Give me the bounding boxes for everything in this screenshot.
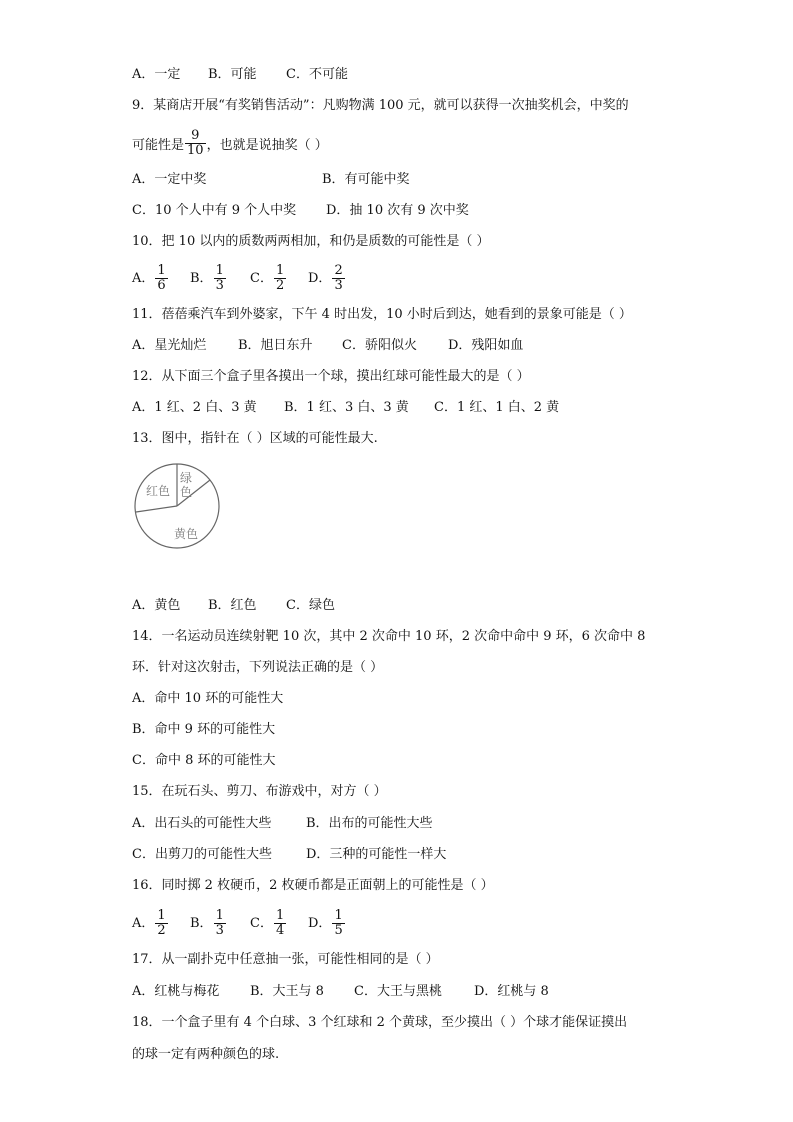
q10-option-d-denominator: 3	[334, 278, 343, 293]
q16-option-b-numerator: 1	[215, 908, 224, 923]
q14-option-c: C．命中 8 环的可能性大	[132, 753, 276, 768]
q9-stem-line1: 9．某商店开展“有奖销售活动”：凡购物满 100 元，就可以获得一次抽奖机会，中奖的	[132, 98, 629, 113]
q16-option-c-label: C．	[250, 916, 273, 931]
q13-option-b: B．红色	[208, 598, 257, 613]
q18-stem-line2: 的球一定有两种颜色的球.	[132, 1047, 280, 1062]
q17-option-c: C．大王与黑桃	[354, 984, 442, 999]
q16-option-a-numerator: 1	[157, 908, 166, 923]
q10-option-a-denominator: 6	[157, 278, 166, 293]
q17-stem: 17．从一副扑克中任意抽一张，可能性相同的是（ ）	[132, 952, 439, 967]
q16-option-b-label: B．	[190, 916, 213, 931]
q11-option-d: D．残阳如血	[448, 338, 524, 353]
q11-option-c: C．骄阳似火	[342, 338, 417, 353]
q15-stem: 15．在玩石头、剪刀、布游戏中，对方（ ）	[132, 784, 387, 799]
q9-fraction-denominator: 10	[187, 143, 204, 158]
q13-spinner-diagram	[132, 460, 222, 552]
q10-stem: 10．把 10 以内的质数两两相加，和仍是质数的可能性是（ ）	[132, 234, 490, 249]
q9-stem-suffix: ，也就是说抽奖（ ）	[206, 138, 328, 153]
q17-option-a: A．红桃与梅花	[132, 984, 220, 999]
q11-option-b: B．旭日东升	[238, 338, 313, 353]
q10-option-b-label: B．	[190, 271, 213, 286]
q9-option-b: B．有可能中奖	[322, 172, 410, 187]
q10-option-a-fraction	[155, 264, 167, 293]
q9-stem-line2	[132, 128, 328, 160]
q10-option-a-label: A．	[132, 271, 155, 286]
q17-option-b: B．大王与 8	[250, 984, 324, 999]
pie-label-red: 红色	[146, 484, 171, 498]
q16-option-c-denominator: 4	[275, 923, 285, 938]
q16-option-b-denominator: 3	[215, 923, 224, 938]
pie-label-yellow: 黄色	[174, 527, 199, 541]
q17-option-d: D．红桃与 8	[474, 984, 549, 999]
q16-option-d	[308, 909, 346, 938]
q10-option-c-numerator: 1	[275, 263, 285, 278]
q8-option-b: B．可能	[208, 67, 257, 82]
spinner-divider-left	[136, 506, 177, 512]
q11-stem: 11．蓓蓓乘汽车到外婆家，下午 4 时出发，10 小时后到达，她看到的景象可能是（ ）	[132, 307, 632, 322]
q10-option-c-denominator: 2	[275, 278, 285, 293]
q9-option-d: D．抽 10 次有 9 次中奖	[326, 203, 469, 218]
q15-option-a: A．出石头的可能性大些	[132, 816, 272, 831]
q10-option-b-numerator: 1	[215, 263, 224, 278]
q16-option-b-fraction	[214, 909, 226, 938]
q12-option-b: B．1 红、3 白、3 黄	[284, 400, 409, 415]
q10-option-a-numerator: 1	[157, 263, 166, 278]
q10-option-c-label: C．	[250, 271, 273, 286]
q9-stem-prefix: 可能性是	[132, 138, 185, 153]
q14-option-a: A．命中 10 环的可能性大	[132, 691, 284, 706]
q10-option-a	[132, 264, 169, 293]
q8-option-a: A．一定	[132, 67, 181, 82]
q16-option-a	[132, 909, 169, 938]
q15-option-c: C．出剪刀的可能性大些	[132, 847, 272, 862]
q14-stem-line2: 环．针对这次射击，下列说法正确的是（ ）	[132, 660, 384, 675]
q10-option-d-numerator: 2	[334, 263, 343, 278]
q16-option-d-denominator: 5	[334, 923, 343, 938]
q16-option-d-fraction	[332, 909, 344, 938]
q9-fraction-numerator: 9	[191, 128, 200, 143]
q15-option-d: D．三种的可能性一样大	[306, 847, 447, 862]
q8-option-c: C．不可能	[286, 67, 348, 82]
q13-option-a: A．黄色	[132, 598, 181, 613]
pie-label-green-2: 色	[180, 485, 193, 499]
q16-option-c-fraction	[274, 909, 286, 938]
pie-label-green-1: 绿	[180, 471, 193, 485]
q9-fraction	[185, 129, 206, 158]
q13-stem: 13．图中，指针在（ ）区域的可能性最大.	[132, 431, 378, 446]
q16-option-b	[190, 909, 227, 938]
q16-option-d-label: D．	[308, 916, 332, 931]
q10-option-b	[190, 264, 227, 293]
q13-option-c: C．绿色	[286, 598, 335, 613]
q9-option-c: C．10 个人中有 9 个人中奖	[132, 203, 297, 218]
q16-option-a-label: A．	[132, 916, 155, 931]
q15-option-b: B．出布的可能性大些	[306, 816, 433, 831]
q16-option-a-fraction	[155, 909, 167, 938]
q14-option-b: B．命中 9 环的可能性大	[132, 722, 276, 737]
q12-option-a: A．1 红、2 白、3 黄	[132, 400, 257, 415]
q16-option-c-numerator: 1	[275, 908, 285, 923]
q12-option-c: C．1 红、1 白、2 黄	[434, 400, 560, 415]
q14-stem-line1: 14．一名运动员连续射靶 10 次，其中 2 次命中 10 环，2 次命中命中 9 环，6 次命中 8	[132, 629, 646, 644]
q10-option-c-fraction	[274, 264, 286, 293]
q11-option-a: A．星光灿烂	[132, 338, 207, 353]
q10-option-d-fraction	[332, 264, 344, 293]
q10-option-b-denominator: 3	[215, 278, 224, 293]
q10-option-b-fraction	[214, 264, 226, 293]
q16-option-c	[250, 909, 287, 938]
q16-option-a-denominator: 2	[157, 923, 166, 938]
q18-stem-line1: 18．一个盒子里有 4 个白球、3 个红球和 2 个黄球，至少摸出（ ）个球才能保证摸出	[132, 1015, 628, 1030]
q10-option-d	[308, 264, 346, 293]
q10-option-c	[250, 264, 287, 293]
q16-option-d-numerator: 1	[334, 908, 343, 923]
q16-stem: 16．同时掷 2 枚硬币，2 枚硬币都是正面朝上的可能性是（ ）	[132, 878, 494, 893]
q12-stem: 12．从下面三个盒子里各摸出一个球，摸出红球可能性最大的是（ ）	[132, 369, 530, 384]
q9-option-a: A．一定中奖	[132, 172, 207, 187]
q10-option-d-label: D．	[308, 271, 332, 286]
